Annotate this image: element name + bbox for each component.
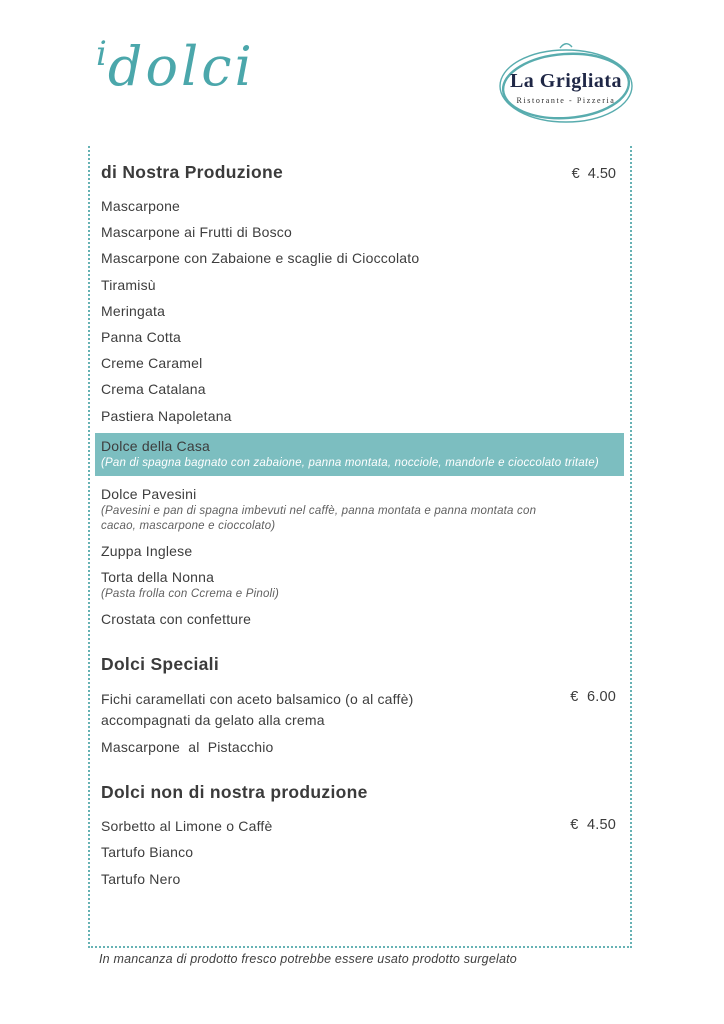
menu-item — [101, 817, 616, 835]
item-name: Crema Catalana — [101, 381, 206, 398]
section-heading: Dolci Speciali — [101, 654, 219, 675]
item-description: (Pan di spagna bagnato con zabaione, panna montata, nocciole, mandorle e cioccolato tritate) — [101, 456, 599, 469]
menu-item — [101, 568, 616, 602]
restaurant-logo — [496, 40, 636, 130]
menu-item — [101, 354, 616, 372]
item-description: (Pasta frolla con Ccrema e Pinoli) — [101, 588, 280, 601]
menu-item — [101, 689, 616, 730]
footer-note: In mancanza di prodotto fresco potrebbe essere usato prodotto surgelato — [99, 952, 517, 966]
section-nostra-produzione — [101, 162, 616, 628]
section-heading: Dolci non di nostra produzione — [101, 782, 368, 803]
menu-item — [101, 738, 616, 756]
item-name: Sorbetto al Limone o Caffè — [101, 818, 273, 835]
logo-text — [496, 40, 636, 130]
item-name: Meringata — [101, 302, 166, 319]
section-non-nostra-produzione — [101, 782, 616, 888]
item-name: Mascarpone con Zabaione e scaglie di Cioccolato — [101, 250, 420, 267]
menu-item — [101, 276, 616, 294]
menu-frame — [88, 146, 632, 948]
item-name: Tiramisù — [101, 276, 156, 293]
menu-item — [101, 843, 616, 861]
item-name: Tartufo Nero — [101, 870, 181, 887]
menu-item — [101, 380, 616, 398]
page-title-i: i — [96, 34, 107, 74]
menu-item — [101, 328, 616, 346]
item-name-line1: Fichi caramellati con aceto balsamico (o al caffè) — [101, 691, 414, 708]
section-heading-row — [101, 782, 616, 803]
item-name: Torta della Nonna — [101, 569, 215, 586]
page-title-word: dolci — [107, 35, 255, 98]
logo-name: La Grigliata — [509, 69, 623, 92]
menu-item — [101, 197, 616, 215]
item-name: Dolce Pavesini — [101, 485, 197, 502]
item-name: Pastiera Napoletana — [101, 407, 232, 424]
item-name: Dolce della Casa — [101, 437, 211, 454]
menu-item — [101, 407, 616, 425]
item-name — [101, 689, 413, 730]
menu-item-highlighted — [95, 433, 624, 476]
item-name: Panna Cotta — [101, 328, 182, 345]
item-description: (Pavesini e pan di spagna imbevuti nel caffè, panna montata e panna montata con cacao, mascarpone e cioccolato) — [101, 505, 537, 532]
item-price: € 6.00 — [570, 689, 616, 706]
menu-item — [101, 302, 616, 320]
item-name: Mascarpone al Pistacchio — [101, 738, 274, 755]
menu-item — [101, 223, 616, 241]
logo-subtitle: Ristorante - Pizzeria — [516, 95, 616, 105]
section-heading-row — [101, 162, 616, 183]
item-name: Zuppa Inglese — [101, 542, 193, 559]
item-name: Mascarpone — [101, 198, 181, 214]
section-dolci-speciali — [101, 654, 616, 756]
item-name: Creme Caramel — [101, 355, 203, 372]
menu-item — [101, 249, 616, 267]
item-name: Tartufo Bianco — [101, 844, 194, 861]
section-price: € 4.50 — [571, 166, 616, 182]
menu-item — [101, 485, 616, 534]
item-name: Crostata con confetture — [101, 611, 252, 628]
menu-item — [101, 542, 616, 560]
page-title — [96, 34, 255, 98]
item-price: € 4.50 — [570, 817, 616, 834]
section-heading-row — [101, 654, 616, 675]
menu-item — [101, 610, 616, 628]
item-name-line2: accompagnati da gelato alla crema — [101, 711, 325, 728]
item-name: Mascarpone ai Frutti di Bosco — [101, 224, 292, 241]
section-heading: di Nostra Produzione — [101, 162, 283, 182]
menu-item — [101, 870, 616, 888]
